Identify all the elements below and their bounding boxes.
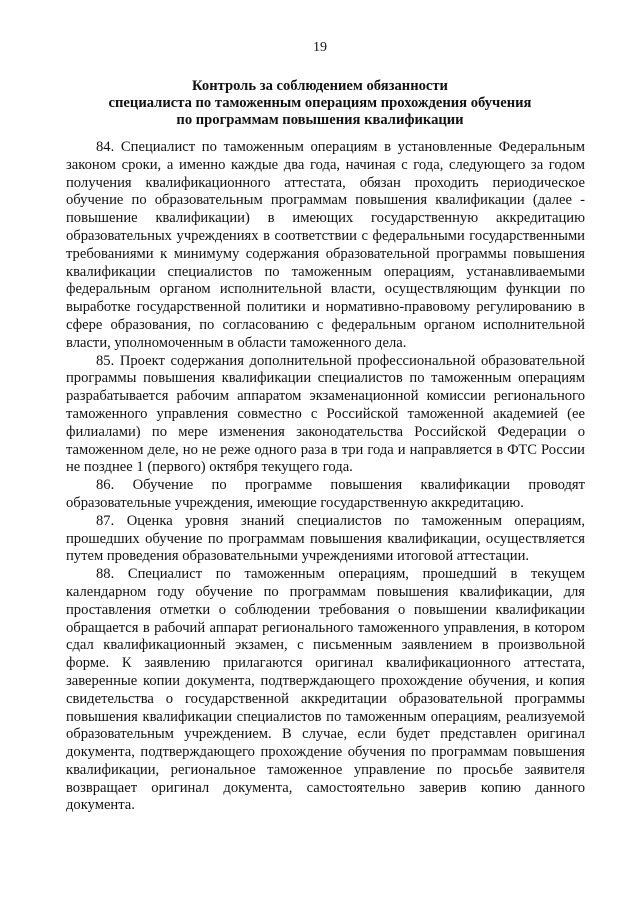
paragraph-85: 85. Проект содержания дополнительной профессиональной образовательной программы повышения квалификации специалистов по таможенным операциям разрабатывается рабочим аппаратом экзаменационной комиссии регионального таможенного управления совместно с Российской таможенной академией (ее филиалами) по мере изменения законодательства Российской Федерации о таможенном деле, но не реже одного раза в три года и направляется в ФТС России не позднее 1 (первого) октября текущего года. [66,352,585,476]
page-number: 19 [313,40,327,55]
paragraph-87: 87. Оценка уровня знаний специалистов по таможенным операциям, прошедших обучение по программам повышения квалификации, осуществляется путем проведения образовательными учреждениями итоговой аттестации. [66,512,585,565]
heading-line: Контроль за соблюдением обязанности [192,78,448,94]
paragraph-86: 86. Обучение по программе повышения квалификации проводят образовательные учреждения, имеющие государственную аккредитацию. [66,477,585,511]
paragraph-84: 84. Специалист по таможенным операциям в установленные Федеральным законом сроки, а именно каждые два года, начиная с года, следующего за годом получения квалификационного аттестата, обязан проходить периодическое обучение по образовательным программам повышения квалификации (далее - повышение квалификации) в имеющих государственную аккредитацию образовательных учреждениях в соответствии с федеральными государственными требованиями к минимуму содержания образовательной программы повышения квалификации специалистов по таможенным операциям, устанавливаемыми федеральным органом исполнительной власти, осуществляющим функции по выработке государственной политики и нормативно-правовому регулированию в сфере образования, по согласованию с федеральным органом исполнительной власти, уполномоченным в области таможенного дела. [66,139,585,351]
heading-line: по программам повышения квалификации [176,112,464,128]
paragraph-88: 88. Специалист по таможенным операциям, прошедший в текущем календарном году обучение по программам повышения квалификации, для проставления отметки о соблюдении требования о повышении квалификации обращается в рабочий аппарат регионального таможенного управления, в котором сдал квалификационный экзамен, с письменным заявлением в произвольной форме. К заявлению прилагаются оригинал квалификационного аттестата, заверенные копии документа, подтверждающего прохождение обучения, и копия свидетельства о государственной аккредитации образовательной программы повышения квалификации специалистов по таможенным операциям, реализуемой образовательным учреждением. В случае, если будет представлен оригинал документа, подтверждающего прохождение обучения по программам повышения квалификации, региональное таможенное управление по просьбе заявителя возвращает оригинал документа, самостоятельно заверив копию данного документа. [66,566,585,814]
heading-line: специалиста по таможенным операциям прохождения обучения [108,95,532,111]
section-heading [60,78,580,129]
document-body [66,139,585,815]
